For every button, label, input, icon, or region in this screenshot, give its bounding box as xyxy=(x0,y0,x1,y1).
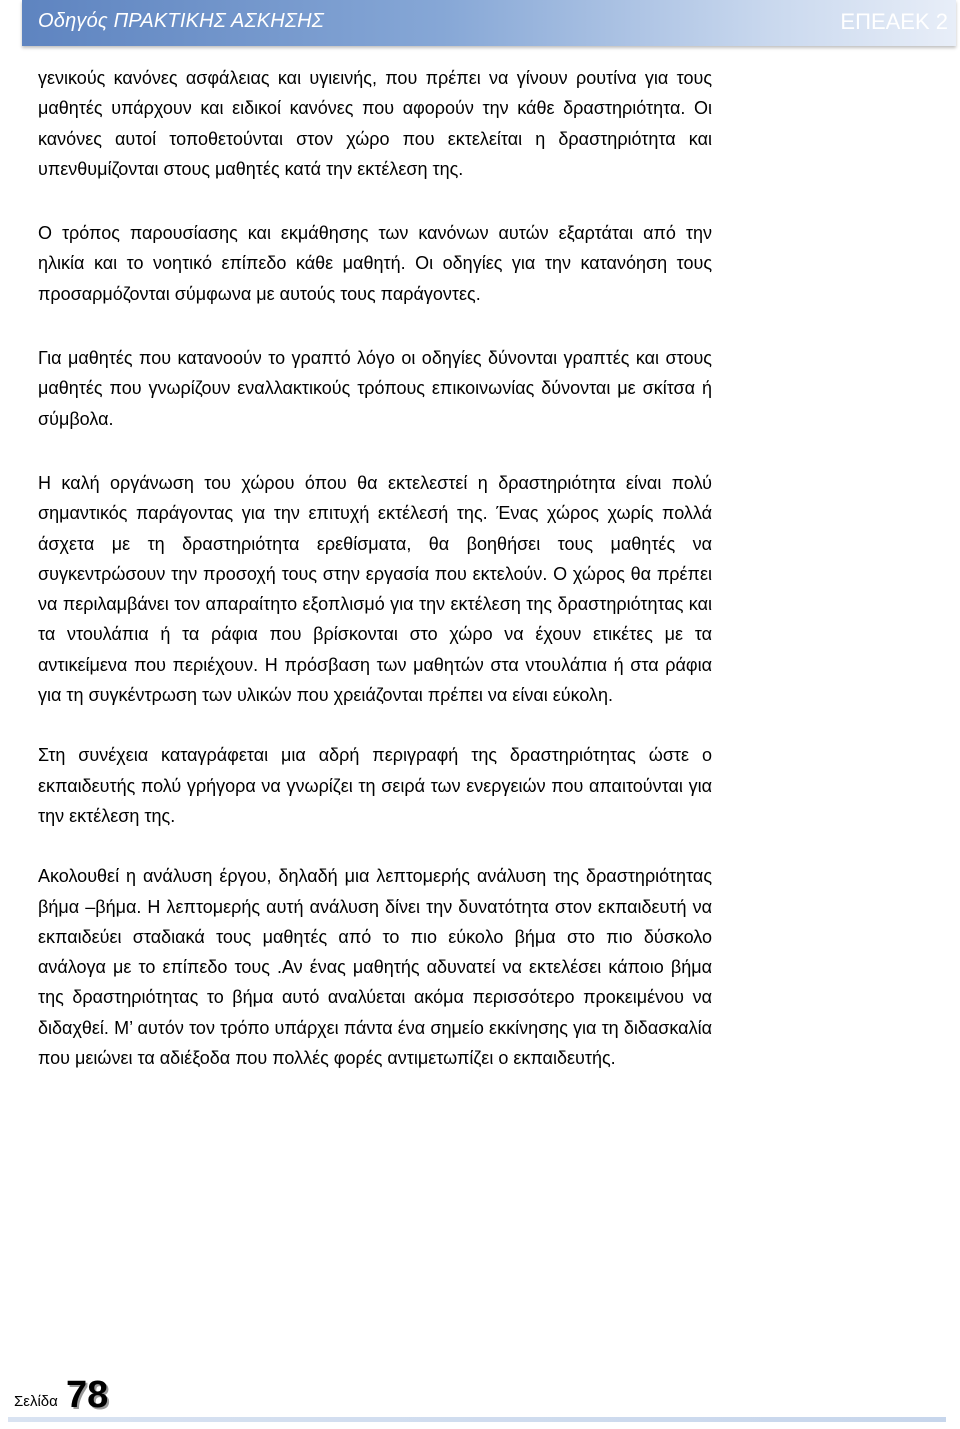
paragraph-space-organization: Η καλή οργάνωση του χώρου όπου θα εκτελεστεί η δραστηριότητα είναι πολύ σημαντικός παράγοντας για την επιτυχή εκτέλεσή της. Ένας χώρος χωρίς πολλά άσχετα με τη δραστηριότητα ερεθίσματα, θα βοηθήσει τους μαθητές να συγκεντρώσουν την προσοχή τους στην εργασία που εκτελούν. Ο χώρος θα πρέπει να περιλαμβάνει τον απαραίτητο εξοπλισμό για την εκτέλεση της δραστηριότητας και τα ντουλάπια ή τα ράφια που βρίσκονται στο χώρο να έχουν ετικέτες με τα αντικείμενα που περιέχουν. Η πρόσβαση των μαθητών στα ντουλάπια ή στα ράφια για τη συγκέντρωση των υλικών που χρειάζονται πρέπει να είναι εύκολη. xyxy=(38,472,712,706)
paragraph-instructions: Για μαθητές που κατανοούν το γραπτό λόγο οι οδηγίες δύνονται γραπτές και στους μαθητές που γνωρίζουν εναλλακτικούς τρόπους επικοινωνίας δύνονται με σκίτσα ή σύμβολα. xyxy=(38,348,712,429)
paragraph-task-analysis: Ακολουθεί η ανάλυση έργου, δηλαδή μια λεπτομερής ανάλυση της δραστηριότητας βήμα –βήμα. Η λεπτομερής αυτή ανάλυση δίνει την δυνατότητα στον εκπαιδευτή να εκπαιδεύει σταδιακά τους μαθητές από το πιο εύκολο βήμα στο πιο δύσκολο ανάλογα με το επίπεδο τους .Αν ένας μαθητής αδυνατεί να εκτελέσει κάποιο βήμα της δραστηριότητας το βήμα αυτό αναλύεται ακόμα περισσότερο προκειμένου να διδαχθεί. Μ’ αυτόν τον τρόπο υπάρχει πάντα ένα σημείο εκκίνησης για τη διδασκαλία που μειώνει τα αδιέξοδα που πολλές φορές αντιμετωπίζει ο εκπαιδευτής. xyxy=(38,866,712,1069)
paragraph-activity-description: Στη συνέχεια καταγράφεται μια αδρή περιγραφή της δραστηριότητας ώστε ο εκπαιδευτής πολύ γρήγορα να γνωρίζει τη σειρά των ενεργειών που απαιτούνται για την εκτέλεση της. xyxy=(38,745,712,826)
header-bar xyxy=(22,0,956,46)
guide-title: Οδηγός ΠΡΑΚΤΙΚΗΣ ΑΣΚΗΣΗΣ xyxy=(38,10,324,32)
paragraph-safety-rules: γενικούς κανόνες ασφάλειας και υγιεινής, που πρέπει να γίνουν ρουτίνα για τους μαθητές υπάρχουν και ειδικοί κανόνες που αφορούν την κάθε δραστηριότητα. Οι κανόνες αυτοί τοποθετούνται στον χώρο που εκτελείται η δραστηριότητα και υπενθυμίζονται στους μαθητές κατά την εκτέλεση της. xyxy=(38,68,712,179)
page-number: 78 xyxy=(66,1374,109,1416)
page-label: Σελίδα xyxy=(14,1393,58,1410)
page-body xyxy=(38,63,712,1107)
paragraph-rule-presentation: Ο τρόπος παρουσίασης και εκμάθησης των κανόνων αυτών εξαρτάται από την ηλικία και το νοητικό επίπεδο κάθε μαθητή. Οι οδηγίες για την κατανόηση τους προσαρμόζονται σύμφωνα με αυτούς τους παράγοντες. xyxy=(38,223,712,304)
program-label: ΕΠΕΑΕΚ 2 xyxy=(840,9,948,34)
footer-divider xyxy=(8,1417,946,1422)
